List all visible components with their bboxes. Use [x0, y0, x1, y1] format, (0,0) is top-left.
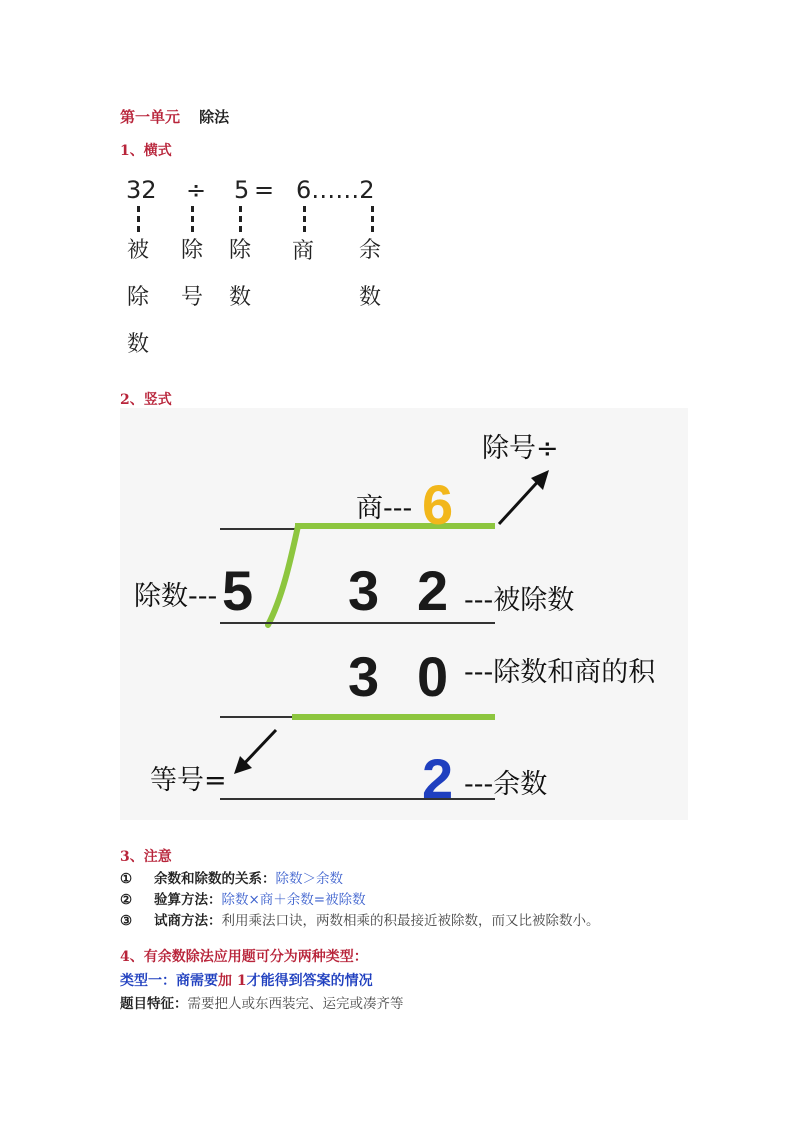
type1-post: 才能得到答案的情况: [246, 973, 373, 989]
note-text: 除数×商＋余数=被除数: [221, 892, 366, 908]
remainder-label-1: 余: [359, 238, 382, 263]
product-digit-ones: 0: [417, 645, 449, 708]
long-division-diagram: [120, 408, 688, 820]
feature-label: 题目特征：: [120, 996, 188, 1012]
equals-token: =: [254, 176, 275, 204]
type1-feature: [120, 992, 404, 1012]
type1-pre: 类型一：商需要: [120, 973, 218, 989]
quotient-connector: [303, 206, 306, 232]
division-sign-callout: 除号÷: [482, 433, 559, 464]
note-item-2: [120, 888, 366, 908]
division-bracket-curve: [260, 523, 310, 628]
remainder-label-2: 数: [359, 285, 382, 310]
divisor-label-1: 除: [229, 238, 252, 263]
bottom-line: [220, 798, 495, 800]
note-label: 验算方法：: [154, 892, 222, 908]
quotient-digit: 6: [422, 473, 454, 536]
note-item-1: [120, 867, 343, 887]
unit-title-topic: 除法: [199, 108, 230, 126]
dividend-token: 32: [126, 176, 157, 204]
note-text: 利用乘法口诀，两数相乘的积最接近被除数，而又比被除数小。: [221, 913, 600, 929]
dividend-label-2: 除: [127, 285, 150, 310]
note-item-3: [120, 909, 600, 929]
remainder-digit: 2: [422, 747, 454, 810]
dividend-callout: ---被除数: [464, 585, 575, 616]
divisor-callout: 除数---: [134, 581, 218, 612]
product-digit-tens: 3: [348, 645, 380, 708]
note-text: 除数＞余数: [275, 871, 343, 887]
note-number: ①: [120, 871, 133, 887]
remainder-connector: [371, 206, 374, 232]
division-sign-label-1: 除: [181, 238, 204, 263]
unit-title-number: 第一单元: [120, 108, 181, 126]
type1-heading: [120, 970, 373, 990]
quotient-label: 商: [292, 239, 315, 264]
divisor-connector: [239, 206, 242, 232]
division-sign-connector: [191, 206, 194, 232]
section4-title: 4、有余数除法应用题可分为两种类型：: [120, 949, 368, 965]
remainder-callout: ---余数: [464, 769, 548, 800]
dividend-label-1: 被: [127, 238, 150, 263]
note-number: ③: [120, 913, 133, 929]
divisor-token: 5: [234, 176, 250, 204]
unit-title: [120, 106, 229, 127]
division-sign-token: ÷: [186, 176, 207, 204]
section1-title: 1、横式: [120, 143, 172, 159]
equals-callout: 等号=: [150, 765, 227, 796]
arrow-down-left-icon: [230, 726, 280, 778]
quotient-remainder-token: 6……2: [296, 176, 375, 204]
dividend-digit-ones: 2: [417, 559, 449, 622]
dividend-digit-tens: 3: [348, 559, 380, 622]
dividend-label-3: 数: [127, 332, 150, 357]
section2-title: 2、竖式: [120, 392, 172, 408]
divisor-digit: 5: [222, 559, 254, 622]
equals-line-left: [220, 716, 292, 718]
type1-highlight: 加 1: [218, 973, 247, 989]
quotient-callout: 商---: [356, 493, 413, 524]
division-sign-label-2: 号: [181, 285, 204, 310]
divisor-label-2: 数: [229, 285, 252, 310]
dividend-connector: [137, 206, 140, 232]
subtraction-line: [292, 714, 495, 720]
section3-title: 3、注意: [120, 849, 172, 865]
note-label: 余数和除数的关系：: [154, 871, 276, 887]
product-callout: ---除数和商的积: [464, 657, 656, 688]
note-number: ②: [120, 892, 133, 908]
note-label: 试商方法：: [154, 913, 222, 929]
arrow-up-right-icon: [495, 466, 555, 528]
feature-text: 需要把人或东西装完、运完或凑齐等: [187, 996, 404, 1012]
